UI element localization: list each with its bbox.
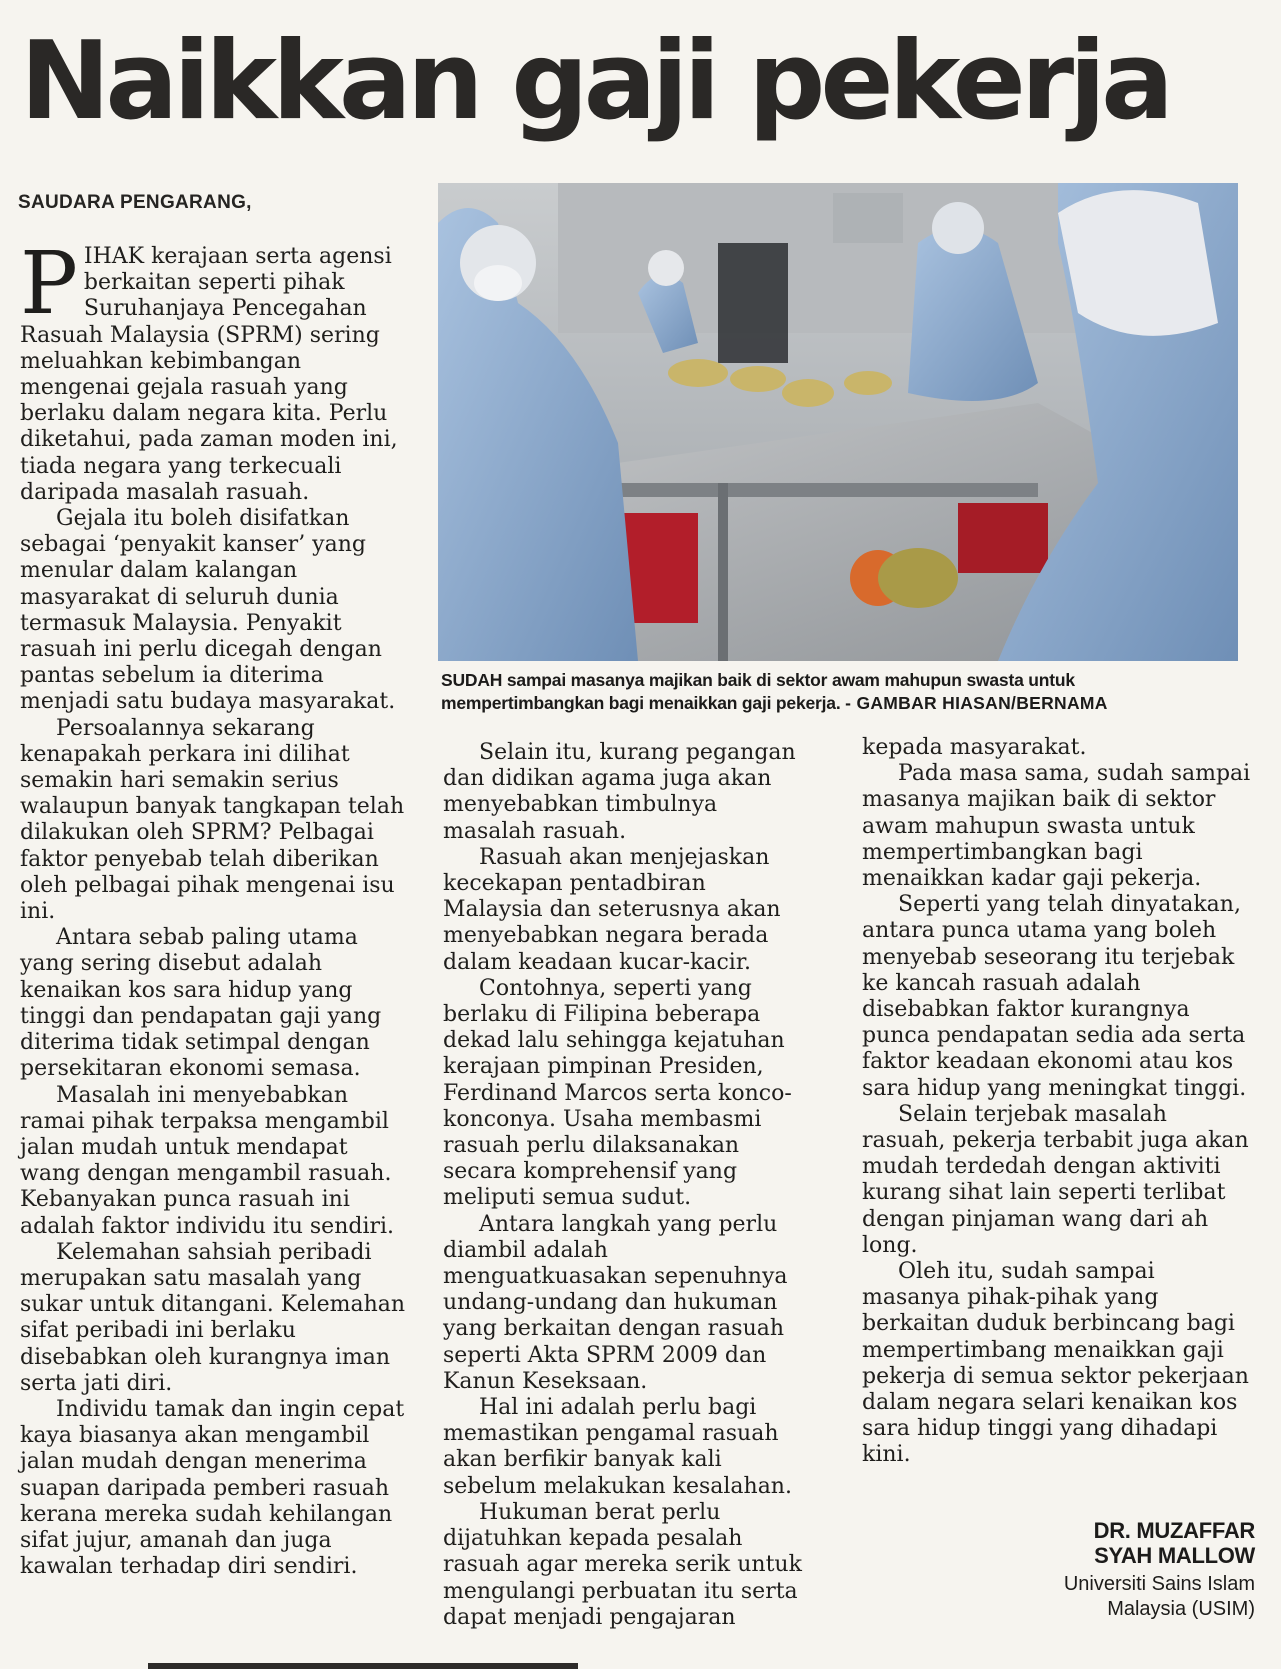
byline bbox=[1025, 1518, 1255, 1622]
caption-credit: - GAMBAR HIASAN/BERNAMA bbox=[845, 693, 1108, 713]
author-affiliation: Universiti Sains Islam Malaysia (USIM) bbox=[1063, 1573, 1255, 1620]
paragraph: Gejala itu boleh disifatkan sebagai ‘penyakit kanser’ yang menular dalam kalangan masyarakat di seluruh dunia termasuk Malaysia. Penyakit rasuah ini perlu dicegah dengan pantas sebelum ia diterima menjadi satu budaya masyarakat. bbox=[20, 506, 396, 715]
article-column-3 bbox=[862, 735, 1257, 1469]
paragraph: kepada masyarakat. bbox=[862, 735, 1087, 760]
paragraph: Kelemahan sahsiah peribadi merupakan satu masalah yang sukar untuk ditangani. Kelemahan sifat peribadi ini berlaku disebabkan oleh kurangnya iman serta jati diri. bbox=[20, 1239, 406, 1396]
paragraph: Oleh itu, sudah sampai masanya pihak-pihak yang berkaitan duduk berbincang bagi mempertimbang menaikkan gaji pekerja di semua sektor pekerjaan dalam negara selari kenaikan kos sara hidup tinggi yang dihadapi kini. bbox=[862, 1259, 1249, 1468]
caption-text: SUDAH sampai masanya majikan baik di sektor awam mahupun swasta untuk mempertimbangkan bagi menaikkan gaji pekerja. bbox=[441, 670, 1075, 713]
paragraph: Contohnya, seperti yang berlaku di Filipina beberapa dekad lalu sehingga kejatuhan kerajaan pimpinan Presiden, Ferdinand Marcos serta konco-konconya. Usaha membasmi rasuah perlu dilaksanakan secara komprehensif yang meliputi semua sudut. bbox=[443, 975, 792, 1211]
paragraph: Selain itu, kurang pegangan dan didikan agama juga akan menyebabkan timbulnya masalah rasuah. bbox=[443, 740, 796, 844]
paragraph: Persoalannya sekarang kenapakah perkara ini dilihat semakin hari semakin serius walaupun banyak tangkapan telah dilakukan oleh SPRM? Pelbagai faktor penyebab telah diberikan oleh pelbagai pihak mengenai isu ini. bbox=[20, 715, 405, 925]
article-column-2 bbox=[443, 740, 808, 1631]
factory-workers-durian-photo bbox=[438, 183, 1238, 661]
bottom-rule bbox=[148, 1663, 578, 1669]
dropcap: P bbox=[20, 234, 78, 334]
author-name: DR. MUZAFFAR SYAH MALLOW bbox=[1093, 1518, 1255, 1568]
paragraph: Masalah ini menyebabkan ramai pihak terpaksa mengambil jalan mudah untuk mendapat wang dengan mengambil rasuah. Kebanyakan punca rasuah ini adalah faktor individu itu sendiri. bbox=[20, 1082, 395, 1239]
article-column-1 bbox=[20, 234, 408, 1580]
paragraph: Seperti yang telah dinyatakan, antara punca utama yang boleh menyebab seseorang itu terjebak ke kancah rasuah adalah disebabkan faktor kurangnya punca pendapatan sedia ada serta faktor keadaan ekonomi atau kos sara hidup yang meningkat tinggi. bbox=[862, 892, 1247, 1101]
headline: Naikkan gaji pekerja bbox=[20, 19, 1170, 144]
article-photo bbox=[438, 183, 1238, 661]
paragraph: Antara sebab paling utama yang sering disebut adalah kenaikan kos sara hidup yang tinggi dan pendapatan gaji yang diterima tidak setimpal dengan persekitaran ekonomi semasa. bbox=[20, 925, 382, 1082]
photo-caption bbox=[441, 669, 1241, 715]
paragraph: Hukuman berat perlu dijatuhkan kepada pesalah rasuah agar mereka serik untuk mengulangi perbuatan itu serta dapat menjadi pengajaran bbox=[443, 1499, 802, 1630]
paragraph: IHAK kerajaan serta agensi berkaitan seperti pihak Suruhanjaya Pencegahan Rasuah Malaysia (SPRM) sering meluahkan kebimbangan mengenai gejala rasuah yang berlaku dalam negara kita. Perlu diketahui, pada zaman moden ini, tiada negara yang terkecuali daripada masalah rasuah. bbox=[20, 244, 398, 505]
paragraph: Selain terjebak masalah rasuah, pekerja terbabit juga akan mudah terdedah dengan aktiviti kurang sihat lain seperti terlibat dengan pinjaman wang dari ah long. bbox=[862, 1101, 1249, 1258]
paragraph: Rasuah akan menjejaskan kecekapan pentadbiran Malaysia dan seterusnya akan menyebabkan negara berada dalam keadaan kucar-kacir. bbox=[443, 844, 781, 975]
paragraph: Pada masa sama, sudah sampai masanya majikan baik di sektor awam mahupun swasta untuk mempertimbangkan bagi menaikkan kadar gaji pekerja. bbox=[862, 761, 1251, 892]
paragraph: Hal ini adalah perlu bagi memastikan pengamal rasuah akan berfikir banyak kali sebelum melakukan kesalahan. bbox=[443, 1395, 792, 1499]
salutation: SAUDARA PENGARANG, bbox=[18, 192, 252, 213]
paragraph: Individu tamak dan ingin cepat kaya biasanya akan mengambil jalan mudah dengan menerima suapan daripada pemberi rasuah kerana mereka sudah kehilangan sifat jujur, amanah dan juga kawalan terhadap diri sendiri. bbox=[20, 1396, 405, 1580]
paragraph: Antara langkah yang perlu diambil adalah menguatkuasakan sepenuhnya undang-undang dan hukuman yang berkaitan dengan rasuah seperti Akta SPRM 2009 dan Kanun Keseksaan. bbox=[443, 1211, 788, 1394]
